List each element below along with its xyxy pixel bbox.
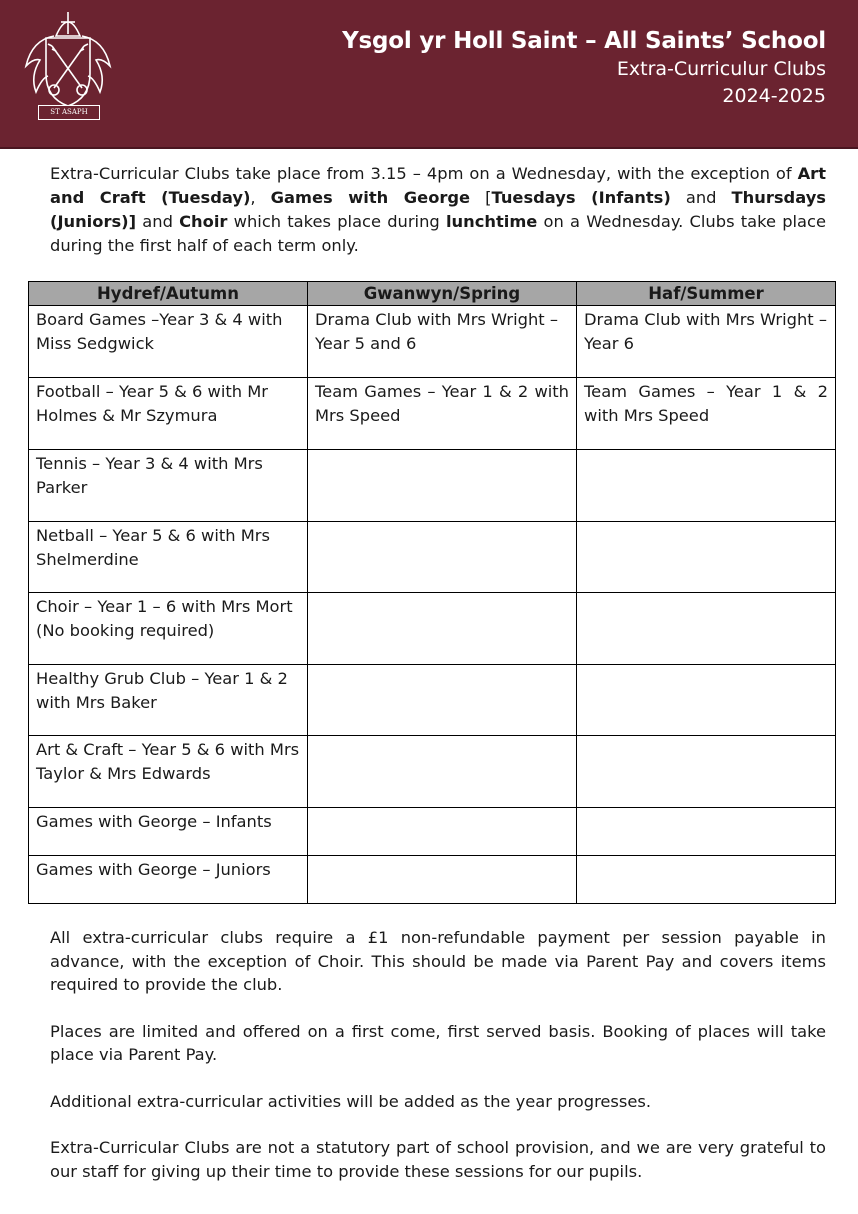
intro-text: and: [136, 212, 180, 231]
table-cell-summer: [577, 522, 836, 593]
table-cell-spring: Drama Club with Mrs Wright – Year 5 and 6: [308, 306, 577, 378]
table-row: [29, 306, 836, 378]
school-year: 2024-2025: [722, 85, 826, 107]
school-title: Ysgol yr Holl Saint – All Saints’ School: [342, 28, 826, 54]
table-cell-autumn: Games with George – Infants: [29, 808, 308, 856]
table-row: [29, 522, 836, 593]
intro-text: Extra-Curricular Clubs take place from 3.15 – 4pm on a Wednesday, with the exception of: [50, 164, 798, 183]
payment-note: All extra-curricular clubs require a £1 non-refundable payment per session payable in advance, with the exception of Choir. This should be made via Parent Pay and covers items required to provide the club.: [50, 928, 826, 994]
table-row: [29, 593, 836, 665]
table-cell-autumn: Art & Craft – Year 5 & 6 with Mrs Taylor & Mrs Edwards: [29, 736, 308, 808]
table-cell-summer: [577, 450, 836, 522]
table-cell-autumn: Healthy Grub Club – Year 1 & 2 with Mrs Baker: [29, 665, 308, 736]
thanks-note: Extra-Curricular Clubs are not a statutory part of school provision, and we are very grateful to our staff for giving up their time to provide these sessions for our pupils.: [50, 1138, 826, 1181]
footer-notes: [50, 926, 826, 1206]
intro-bold: Tuesdays (Infants): [491, 188, 671, 207]
table-cell-summer: [577, 736, 836, 808]
intro-bold: Thursdays (Juniors)]: [50, 188, 826, 231]
table-cell-autumn: Board Games –Year 3 & 4 with Miss Sedgwick: [29, 306, 308, 378]
table-cell-autumn: Tennis – Year 3 & 4 with Mrs Parker: [29, 450, 308, 522]
school-crest-icon: [18, 6, 118, 120]
table-cell-spring: [308, 593, 577, 665]
intro-text: on a Wednesday. Clubs take place during the first half of each term only.: [50, 212, 827, 255]
intro-text: and: [670, 188, 732, 207]
header-text: [342, 26, 826, 110]
page-header: [0, 0, 858, 149]
table-cell-summer: [577, 808, 836, 856]
clubs-table: [28, 281, 836, 904]
page-subtitle: Extra-Curriculur Clubs: [616, 58, 826, 80]
table-cell-spring: [308, 736, 577, 808]
table-cell-autumn: Games with George – Juniors: [29, 856, 308, 904]
crest-label: ST ASAPH: [38, 105, 100, 120]
intro-paragraph: [50, 162, 826, 258]
table-cell-spring: [308, 665, 577, 736]
intro-text: ,: [250, 188, 271, 207]
booking-note: Places are limited and offered on a first come, first served basis. Booking of places will take place via Parent Pay.: [50, 1021, 826, 1064]
column-header-spring: Gwanwyn/Spring: [308, 282, 577, 306]
table-cell-summer: Drama Club with Mrs Wright – Year 6: [577, 306, 836, 378]
table-cell-spring: [308, 522, 577, 593]
intro-text: [: [470, 188, 492, 207]
table-cell-summer: [577, 593, 836, 665]
column-header-autumn: Hydref/Autumn: [29, 282, 308, 306]
activities-note: Additional extra-curricular activities will be added as the year progresses.: [50, 1091, 652, 1111]
table-cell-summer: [577, 665, 836, 736]
table-cell-autumn: Choir – Year 1 – 6 with Mrs Mort (No booking required): [29, 593, 308, 665]
column-header-summer: Haf/Summer: [577, 282, 836, 306]
table-row: [29, 856, 836, 904]
table-cell-autumn: Football – Year 5 & 6 with Mr Holmes & Mr Szymura: [29, 378, 308, 450]
table-header-row: [29, 282, 836, 306]
table-cell-autumn: Netball – Year 5 & 6 with Mrs Shelmerdine: [29, 522, 308, 593]
intro-text: which takes place during: [227, 212, 446, 231]
table-cell-spring: [308, 450, 577, 522]
table-row: [29, 450, 836, 522]
table-cell-summer: [577, 856, 836, 904]
table-row: [29, 665, 836, 736]
table-row: [29, 378, 836, 450]
intro-bold: Art and Craft (Tuesday): [50, 164, 826, 207]
table-cell-summer: Team Games – Year 1 & 2 with Mrs Speed: [577, 378, 836, 450]
intro-bold: Games with George: [270, 188, 471, 207]
table-cell-spring: Team Games – Year 1 & 2 with Mrs Speed: [308, 378, 577, 450]
table-cell-spring: [308, 808, 577, 856]
intro-bold: lunchtime: [445, 212, 538, 231]
table-row: [29, 808, 836, 856]
table-row: [29, 736, 836, 808]
intro-bold: Choir: [179, 212, 228, 231]
table-cell-spring: [308, 856, 577, 904]
